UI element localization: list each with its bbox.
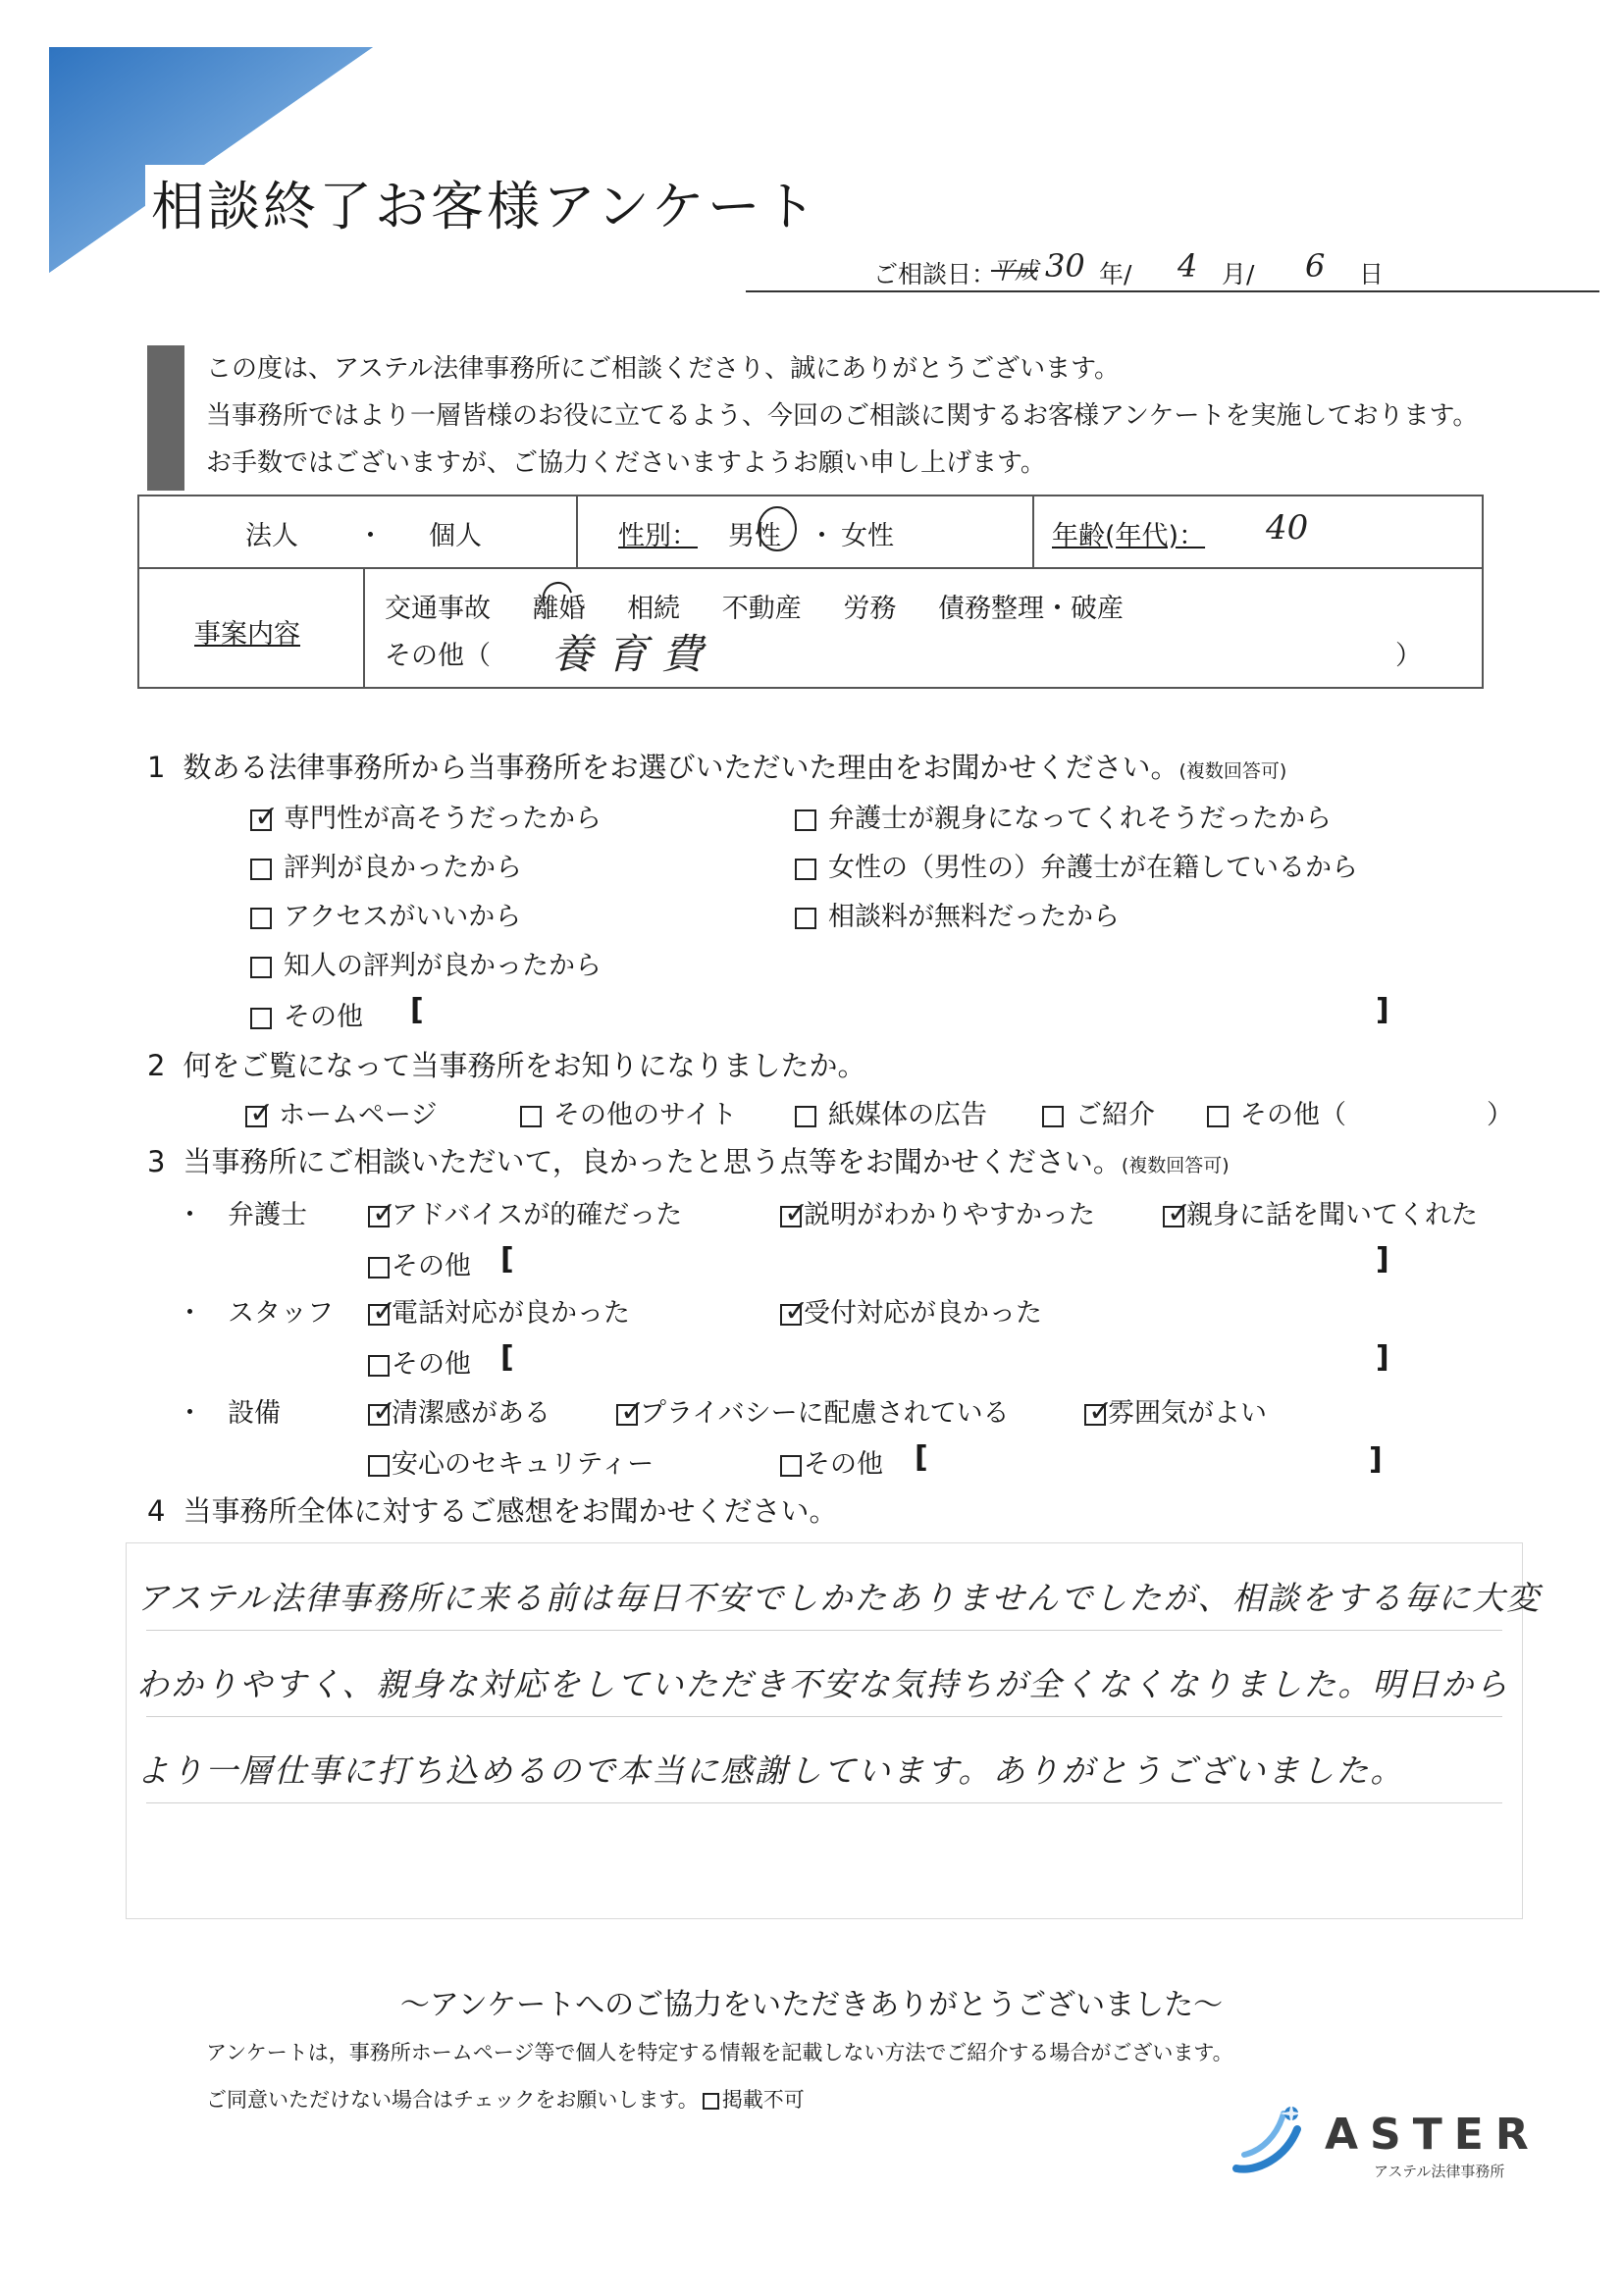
intro-line: この度は、アステル法律事務所にご相談くださり、誠にありがとうございます。 — [206, 354, 1121, 384]
checkbox-icon[interactable] — [520, 1106, 542, 1127]
intro-bar — [147, 345, 184, 491]
date-year: 30 — [1045, 247, 1085, 285]
checkbox-checked-icon[interactable] — [368, 1206, 390, 1227]
case-other-close: ） — [1395, 641, 1422, 671]
checkbox-checked-icon[interactable] — [616, 1404, 638, 1426]
page-title: 相談終了お客様アンケート — [145, 165, 825, 240]
checkbox-checked-icon[interactable] — [1163, 1206, 1184, 1227]
q3-facility-label: 設備 — [228, 1398, 281, 1429]
q1-option[interactable]: 知人の評判が良かったから — [250, 944, 602, 982]
checkbox-checked-icon[interactable] — [245, 1106, 267, 1127]
q4-answer-line: アステル法律事務所に来る前は毎日不安でしかたありませんでしたが、相談をする毎に大変 — [136, 1579, 1542, 1617]
case-labor[interactable]: 労務 — [843, 594, 897, 624]
consultation-date — [746, 247, 1599, 292]
checkbox-icon[interactable] — [795, 859, 816, 880]
checkbox-icon[interactable] — [250, 908, 272, 929]
type-sep: ・ — [357, 521, 384, 551]
checkbox-icon[interactable] — [795, 1106, 816, 1127]
q4-answer-line: わかりやすく、親身な対応をしていただき不安な気持ちが全くなくなりました。明日から — [136, 1665, 1510, 1703]
aster-logo-subtitle: アステル法律事務所 — [1374, 2163, 1505, 2180]
q1-option[interactable]: 相談料が無料だったから — [795, 895, 1120, 933]
checkbox-checked-icon[interactable] — [368, 1304, 390, 1326]
date-era: 平成 — [991, 257, 1038, 285]
case-items — [385, 587, 1124, 625]
aster-logo-mark — [1227, 2100, 1311, 2184]
q3-facility-open-bracket: [ — [915, 1440, 928, 1475]
footer-note-2 — [206, 2084, 805, 2113]
q4-heading — [147, 1489, 837, 1530]
q4-text: 当事務所全体に対するご感想をお聞かせください。 — [183, 1494, 838, 1528]
q3-text: 当事務所にご相談いただいて，良かったと思う点等をお聞かせください。 — [183, 1145, 1122, 1178]
q2-option[interactable]: ✓ホームページ — [245, 1093, 437, 1131]
case-debt[interactable]: 債務整理・破産 — [937, 594, 1124, 624]
q3-facility-option[interactable]: ✓ 雰囲気がよい — [1084, 1391, 1267, 1430]
q4-answer-line: より一層仕事に打ち込めるので本当に感謝しています。ありがとうございました。 — [136, 1751, 1405, 1790]
checkbox-icon[interactable] — [368, 1355, 390, 1377]
q1-heading — [147, 746, 1286, 786]
q1-option-other[interactable]: その他 — [250, 995, 363, 1033]
case-traffic[interactable]: 交通事故 — [385, 594, 491, 624]
checkbox-icon[interactable] — [368, 1455, 390, 1477]
gender-female[interactable]: 女性 — [841, 521, 894, 551]
case-other-label: その他（ — [385, 641, 491, 671]
q3-facility-option[interactable]: 安心のセキュリティー — [368, 1442, 654, 1481]
date-day-unit: 日 — [1359, 260, 1385, 288]
age-label: 年齢(年代)： — [1052, 521, 1206, 551]
q3-bullet: ・ — [177, 1398, 203, 1429]
checkbox-icon[interactable] — [1207, 1106, 1229, 1127]
case-inheritance[interactable]: 相続 — [627, 594, 681, 624]
checkbox-icon[interactable] — [1042, 1106, 1064, 1127]
checkbox-icon[interactable] — [250, 859, 272, 880]
q3-staff-other[interactable]: その他 — [368, 1342, 471, 1381]
q3-facility-other[interactable]: その他 — [780, 1442, 883, 1481]
footer-note-1: アンケートは，事務所ホームページ等で個人を特定する情報を記載しない方法でご紹介する場合がございます。 — [206, 2041, 1233, 2064]
date-label: ご相談日： — [873, 260, 997, 288]
date-month-unit: 月/ — [1222, 260, 1255, 288]
q3-staff-open-bracket: [ — [500, 1340, 514, 1375]
q1-option[interactable]: アクセスがいいから — [250, 895, 521, 933]
q3-heading — [147, 1140, 1230, 1180]
footer-note-2-text: ご同意いただけない場合はチェックをお願いします。 — [206, 2088, 699, 2112]
checkbox-icon[interactable] — [368, 1257, 390, 1278]
q1-note: (複数回答可) — [1178, 760, 1287, 782]
q2-heading — [147, 1044, 865, 1084]
q3-lawyer-open-bracket: [ — [500, 1242, 514, 1277]
q3-note: (複数回答可) — [1121, 1155, 1230, 1176]
q2-option[interactable]: ご紹介 — [1042, 1093, 1155, 1131]
aster-logo — [1227, 2100, 1550, 2188]
case-realestate[interactable]: 不動産 — [721, 594, 802, 624]
gender-label: 性別： — [618, 521, 698, 551]
intro-text — [206, 345, 1478, 487]
q1-text: 数ある法律事務所から当事務所をお選びいただいた理由をお聞かせください。 — [183, 751, 1179, 784]
case-label: 事案内容 — [194, 619, 300, 650]
q3-facility-option[interactable]: ✓ プライバシーに配慮されている — [616, 1391, 1010, 1430]
date-day: 6 — [1305, 247, 1326, 285]
q3-lawyer-other[interactable]: その他 — [368, 1244, 471, 1282]
case-other-value[interactable]: 養育費 — [551, 630, 717, 678]
profile-table — [137, 495, 1484, 689]
gender-male[interactable]: 男性 — [728, 521, 781, 551]
intro-line: 当事務所ではより一層皆様のお役に立てるよう、今回のご相談に関するお客様アンケートを実施しております。 — [206, 401, 1479, 431]
type-indiv[interactable]: 個人 — [429, 521, 482, 551]
age-value[interactable]: 40 — [1266, 508, 1309, 548]
q3-staff-option[interactable]: ✓ 受付対応が良かった — [780, 1291, 1042, 1330]
type-corp[interactable]: 法人 — [245, 521, 298, 551]
q3-lawyer-option[interactable]: ✓ 説明がわかりやすかった — [780, 1193, 1095, 1231]
checkbox-checked-icon[interactable] — [250, 809, 272, 831]
checkbox-icon[interactable] — [795, 908, 816, 929]
q2-option[interactable]: その他（ — [1207, 1093, 1346, 1131]
q1-option[interactable]: 評判が良かったから — [250, 846, 522, 884]
checkbox-icon[interactable] — [795, 809, 816, 831]
thanks-message: 〜アンケートへのご協力をいただきありがとうございました〜 — [399, 1988, 1224, 2022]
checkbox-checked-icon[interactable] — [780, 1304, 802, 1326]
male-circle-mark — [756, 504, 799, 553]
q1-other-close-bracket: ] — [1376, 993, 1389, 1027]
q4-answer-box[interactable] — [126, 1542, 1542, 1919]
q1-number: 1 — [147, 751, 166, 784]
q1-option[interactable]: ✓専門性が高そうだったから — [250, 797, 602, 835]
q3-bullet: ・ — [177, 1298, 203, 1329]
gender-sep: ・ — [809, 521, 835, 551]
q3-lawyer-label: 弁護士 — [228, 1200, 307, 1230]
q1-option[interactable]: 弁護士が親身になってくれそうだったから — [795, 797, 1332, 835]
q3-lawyer-close-bracket: ] — [1376, 1242, 1389, 1277]
no-publish-checkbox[interactable] — [703, 2093, 719, 2110]
q3-lawyer-option[interactable]: ✓ アドバイスが的確だった — [368, 1193, 682, 1231]
q3-facility-close-bracket: ] — [1369, 1442, 1383, 1477]
date-month: 4 — [1178, 247, 1198, 285]
checkbox-icon[interactable] — [780, 1455, 802, 1477]
q3-staff-option[interactable]: ✓ 電話対応が良かった — [368, 1291, 630, 1330]
divorce-circle-mark — [536, 573, 575, 618]
case-divorce[interactable]: 離婚 — [532, 594, 586, 624]
no-publish-label: 掲載不可 — [721, 2088, 805, 2112]
checkbox-checked-icon[interactable] — [780, 1206, 802, 1227]
checkbox-checked-icon[interactable] — [1084, 1404, 1106, 1426]
q3-facility-option[interactable]: ✓ 清潔感がある — [368, 1391, 550, 1430]
date-year-unit: 年/ — [1099, 260, 1132, 288]
q3-staff-close-bracket: ] — [1376, 1340, 1389, 1375]
checkbox-icon[interactable] — [250, 957, 272, 978]
aster-logo-text: ASTER — [1325, 2110, 1541, 2160]
q2-option[interactable]: その他のサイト — [520, 1093, 737, 1131]
q1-option[interactable]: 女性の（男性の）弁護士が在籍しているから — [795, 846, 1358, 884]
q3-lawyer-option[interactable]: ✓ 親身に話を聞いてくれた — [1163, 1193, 1478, 1231]
q3-staff-label: スタッフ — [228, 1298, 334, 1329]
q2-close: ） — [1487, 1100, 1513, 1130]
intro-line: お手数ではございますが、ご協力くださいますようお願い申し上げます。 — [206, 448, 1046, 478]
q2-number: 2 — [147, 1049, 166, 1082]
q4-number: 4 — [147, 1494, 166, 1528]
q1-other-open-bracket: [ — [410, 993, 424, 1027]
checkbox-icon[interactable] — [250, 1008, 272, 1029]
q2-option[interactable]: 紙媒体の広告 — [795, 1093, 987, 1131]
q2-text: 何をご覧になって当事務所をお知りになりましたか。 — [183, 1049, 866, 1082]
q3-bullet: ・ — [177, 1200, 203, 1230]
q3-number: 3 — [147, 1145, 166, 1178]
checkbox-checked-icon[interactable] — [368, 1404, 390, 1426]
